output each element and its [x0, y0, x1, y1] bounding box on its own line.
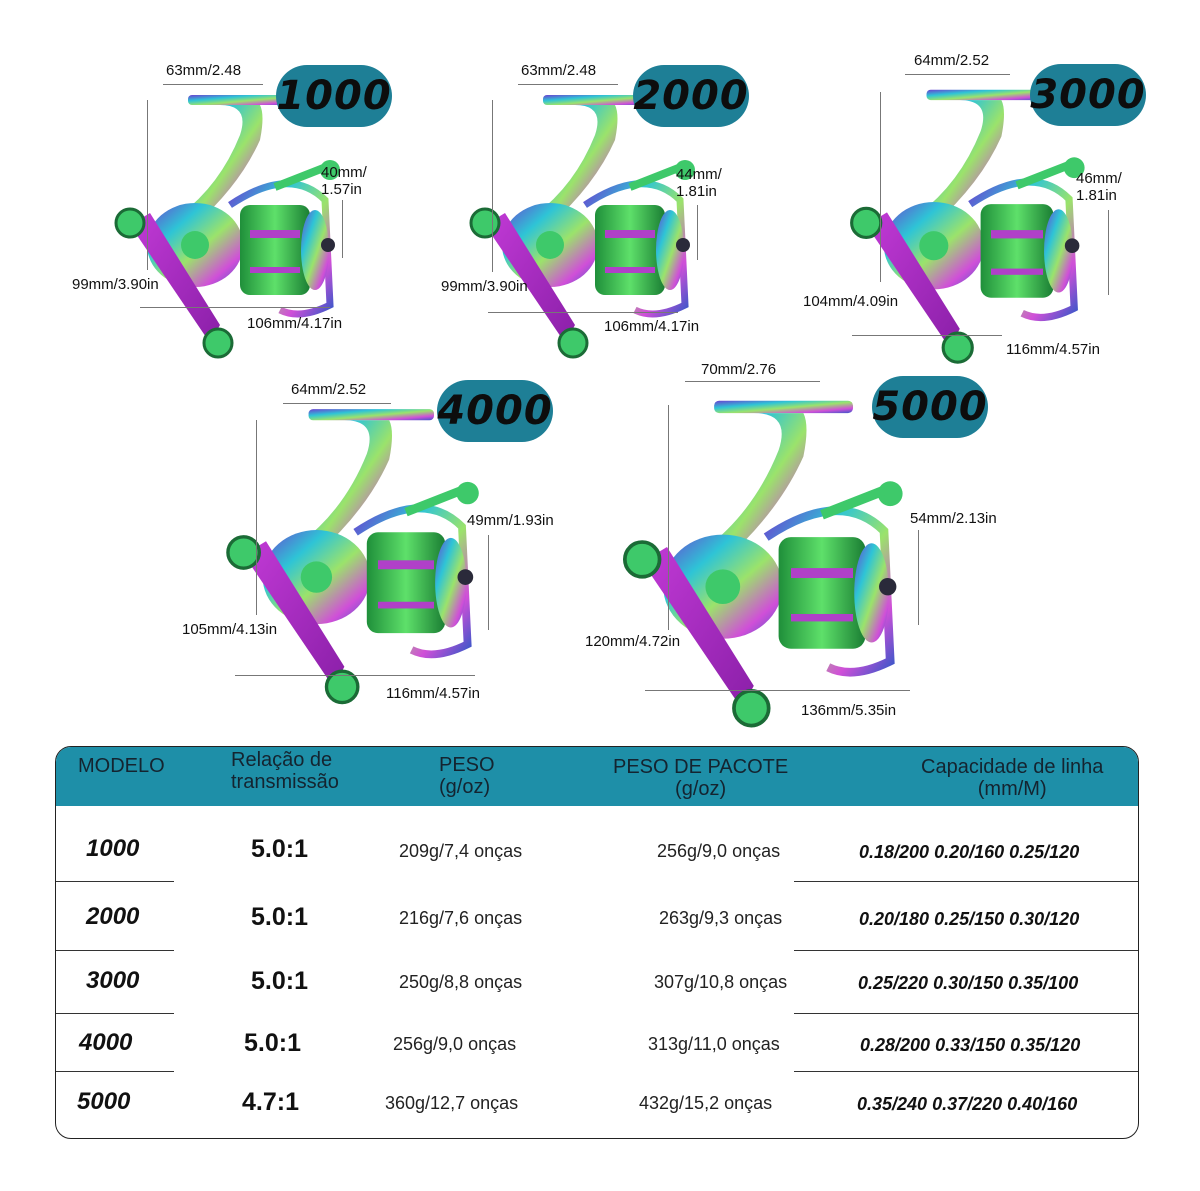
row-divider [56, 881, 174, 882]
row-package-weight: 307g/10,8 onças [654, 972, 788, 992]
length-dimension-line [852, 335, 1002, 336]
length-dimension: 116mm/4.57in [1006, 341, 1100, 358]
row-package-weight: 432g/15,2 onças [639, 1093, 773, 1113]
width-dimension: 63mm/2.48 [521, 62, 597, 79]
height-dimension-line [668, 405, 669, 630]
header-ratio [231, 749, 339, 793]
row-weight: 360g/12,7 onças [385, 1093, 519, 1113]
spool-dimension [676, 166, 722, 200]
model-badge-2000: 2000 [633, 65, 749, 127]
row-weight: 216g/7,6 onças [399, 908, 523, 928]
spool-dimension: 49mm/1.93in [467, 512, 554, 529]
row-line-capacity: 0.25/220 0.30/150 0.35/100 [858, 973, 1079, 993]
row-line-capacity: 0.28/200 0.33/150 0.35/120 [860, 1035, 1081, 1055]
row-package-weight: 256g/9,0 onças [657, 841, 781, 861]
row-divider [794, 1013, 1138, 1014]
length-dimension: 106mm/4.17in [604, 318, 700, 335]
row-line-capacity: 0.18/200 0.20/160 0.25/120 [859, 842, 1080, 862]
row-line-capacity: 0.20/180 0.25/150 0.30/120 [859, 909, 1080, 929]
row-model: 5000 [77, 1088, 131, 1115]
model-badge-3000: 3000 [1030, 64, 1146, 126]
spool-dimension-line2: 1.81in [676, 183, 717, 200]
spool-dimension-line [1108, 210, 1109, 295]
row-line-capacity: 0.35/240 0.37/220 0.40/160 [857, 1094, 1078, 1114]
spool-dimension-line1: 46mm/ [1076, 170, 1122, 187]
spool-dimension-line [918, 530, 919, 625]
spool-dimension-line2: 1.81in [1076, 187, 1117, 204]
header-capacity-line2: (mm/M) [977, 778, 1047, 800]
row-ratio: 5.0:1 [251, 903, 308, 931]
spool-dimension [1076, 170, 1122, 204]
row-package-weight: 313g/11,0 onças [648, 1034, 780, 1054]
spool-dimension-line1: 44mm/ [676, 166, 722, 183]
height-dimension-line [147, 100, 148, 270]
row-divider [794, 1071, 1138, 1072]
height-dimension: 120mm/4.72in [585, 633, 681, 650]
spool-dimension [321, 164, 367, 198]
header-ratio-line1: Relação de [231, 749, 333, 771]
length-dimension: 116mm/4.57in [386, 685, 480, 702]
height-dimension: 105mm/4.13in [182, 621, 278, 638]
model-badge-4000: 4000 [437, 380, 553, 442]
header-weight [439, 754, 495, 798]
header-ratio-line2: transmissão [231, 771, 339, 793]
length-dimension-line [645, 690, 910, 691]
length-dimension-line [140, 307, 330, 308]
spool-dimension-line [488, 535, 489, 630]
row-model: 3000 [86, 967, 140, 994]
row-weight: 256g/9,0 onças [393, 1034, 517, 1054]
length-dimension: 106mm/4.17in [247, 315, 343, 332]
width-dimension-line [283, 403, 391, 404]
reel-3000-image [835, 85, 1095, 370]
row-divider [56, 950, 174, 951]
header-package [613, 756, 788, 800]
header-package-line1: PESO DE PACOTE [613, 756, 789, 778]
width-dimension-line [163, 84, 263, 85]
height-dimension: 99mm/3.90in [72, 276, 159, 293]
row-model: 2000 [86, 903, 140, 930]
row-divider [794, 950, 1138, 951]
header-weight-line2: (g/oz) [439, 776, 491, 798]
header-package-line2: (g/oz) [675, 778, 727, 800]
width-dimension: 64mm/2.52 [291, 381, 367, 398]
width-dimension-line [518, 84, 618, 85]
width-dimension-line [685, 381, 820, 382]
width-dimension: 70mm/2.76 [701, 361, 777, 378]
length-dimension: 136mm/5.35in [801, 702, 897, 719]
width-dimension: 63mm/2.48 [166, 62, 242, 79]
width-dimension-line [905, 74, 1010, 75]
length-dimension-line [235, 675, 475, 676]
width-dimension: 64mm/2.52 [914, 52, 990, 69]
height-dimension-line [880, 92, 881, 282]
height-dimension: 99mm/3.90in [441, 278, 528, 295]
height-dimension-line [492, 100, 493, 272]
row-divider [56, 1071, 174, 1072]
header-capacity [921, 756, 1103, 800]
model-badge-1000: 1000 [276, 65, 392, 127]
row-ratio: 5.0:1 [251, 835, 308, 863]
row-ratio: 5.0:1 [251, 967, 308, 995]
height-dimension: 104mm/4.09in [803, 293, 899, 310]
row-weight: 250g/8,8 onças [399, 972, 523, 992]
header-weight-line1: PESO [439, 754, 495, 776]
header-model: MODELO [78, 755, 165, 777]
spool-dimension-line [697, 205, 698, 260]
table-header [56, 747, 1138, 806]
row-divider [794, 881, 1138, 882]
spool-dimension-line2: 1.57in [321, 181, 362, 198]
row-model: 1000 [86, 835, 140, 862]
length-dimension-line [488, 312, 678, 313]
row-ratio: 4.7:1 [242, 1088, 299, 1116]
row-ratio: 5.0:1 [244, 1029, 301, 1057]
model-badge-5000: 5000 [872, 376, 988, 438]
row-divider [56, 1013, 174, 1014]
spool-dimension-line [342, 200, 343, 258]
row-package-weight: 263g/9,3 onças [659, 908, 783, 928]
spool-dimension: 54mm/2.13in [910, 510, 997, 527]
spool-dimension-line1: 40mm/ [321, 164, 367, 181]
spec-table [55, 746, 1139, 1139]
height-dimension-line [256, 420, 257, 615]
reel-5000-image [605, 400, 915, 730]
header-capacity-line1: Capacidade de linha [921, 756, 1104, 778]
reel-4000-image [210, 405, 490, 710]
row-model: 4000 [79, 1029, 133, 1056]
row-weight: 209g/7,4 onças [399, 841, 523, 861]
